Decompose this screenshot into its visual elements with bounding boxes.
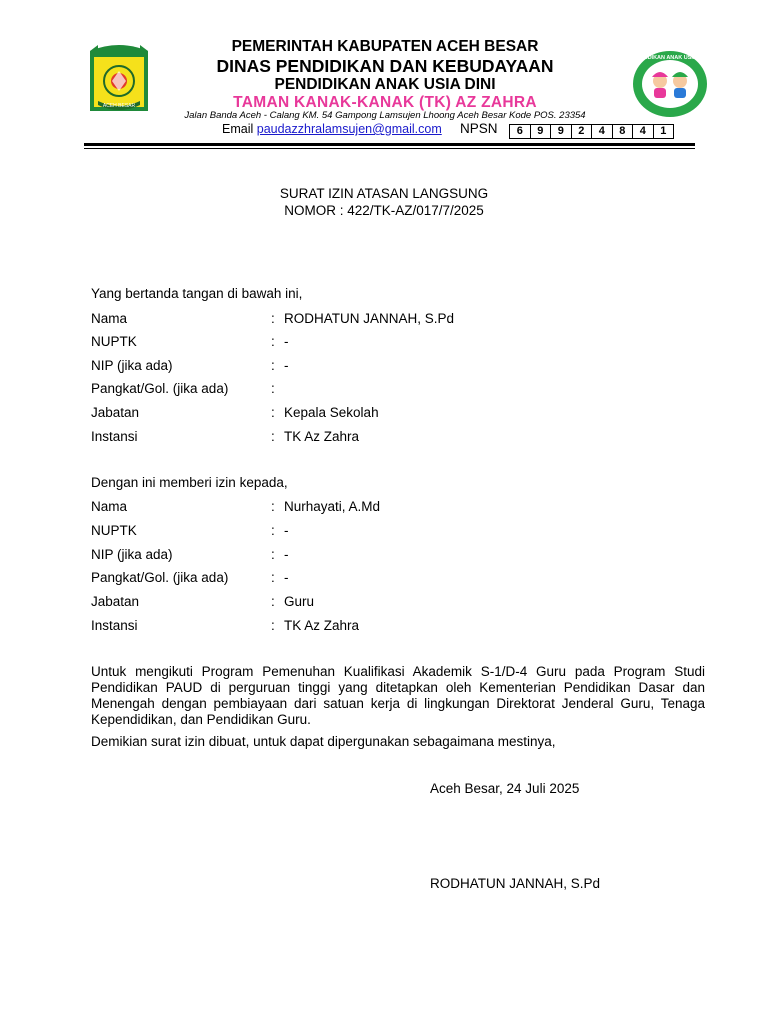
colon: : [271,570,275,585]
colon: : [271,429,275,444]
npsn-digit: 4 [633,125,654,138]
letter-title: SURAT IZIN ATASAN LANGSUNG [279,186,489,201]
colon: : [271,499,275,514]
signer-position-value: Kepala Sekolah [284,405,379,420]
email-label: Email [222,122,254,136]
recipient-name-label: Nama [91,499,128,514]
recipient-rank-label: Pangkat/Gol. (jika ada) [91,570,229,585]
signer-nip-label: NIP (jika ada) [91,358,173,373]
npsn-label: NPSN [460,121,498,136]
recipient-intro: Dengan ini memberi izin kepada, [91,475,288,490]
letterhead-department: DINAS PENDIDIKAN DAN KEBUDAYAAN [216,56,554,76]
recipient-nip-value: - [284,547,289,562]
letterhead-division: PENDIDIKAN ANAK USIA DINI [274,76,496,93]
letter-number: NOMOR : 422/TK-AZ/017/7/2025 [284,203,484,218]
recipient-institution-label: Instansi [91,618,138,633]
signer-name-label: Nama [91,311,128,326]
recipient-nip-label: NIP (jika ada) [91,547,173,562]
colon: : [271,334,275,349]
npsn-digit: 4 [592,125,613,138]
signer-position-label: Jabatan [91,405,140,420]
signer-intro: Yang bertanda tangan di bawah ini, [91,286,303,301]
colon: : [271,547,275,562]
colon: : [271,311,275,326]
colon: : [271,405,275,420]
paud-logo-ring-text: PENDIDIKAN ANAK USIA DINI [630,55,710,61]
letterhead-email [222,122,442,136]
signature-name: RODHATUN JANNAH, S.Pd [430,876,601,891]
npsn-digit: 1 [660,125,667,137]
signer-nip-value: - [284,358,289,373]
colon: : [271,594,275,609]
letterhead-government: PEMERINTAH KABUPATEN ACEH BESAR [231,38,539,55]
colon: : [271,358,275,373]
email-link[interactable]: paudazzhralamsujen@gmail.com [256,122,442,136]
npsn-digit: 9 [531,125,552,138]
npsn-digit: 6 [510,125,531,138]
colon: : [271,618,275,633]
npsn-digit: 9 [551,125,572,138]
emblem-ribbon-text: ACEH BESAR [102,103,136,109]
signer-name-value: RODHATUN JANNAH, S.Pd [284,311,455,326]
signer-rank-label: Pangkat/Gol. (jika ada) [91,381,229,396]
signer-institution-value: TK Az Zahra [284,429,360,444]
letterhead-school-name: TAMAN KANAK-KANAK (TK) AZ ZAHRA [233,94,537,111]
signer-institution-label: Instansi [91,429,138,444]
colon: : [271,523,275,538]
signer-nuptk-value: - [284,334,289,349]
recipient-name-value: Nurhayati, A.Md [284,499,381,514]
letterhead-divider-thin [84,148,695,149]
letterhead-address: Jalan Banda Aceh - Calang KM. 54 Gampong Lamsujen Lhoong Aceh Besar Kode POS. 23354 [184,110,586,121]
npsn-digit-boxes [509,124,674,139]
npsn-digit: 8 [613,125,634,138]
paud-az-zahra-logo [630,49,710,119]
aceh-besar-emblem-logo [84,41,154,115]
recipient-rank-value: - [284,570,289,585]
recipient-position-value: Guru [284,594,315,609]
signer-nuptk-label: NUPTK [91,334,137,349]
recipient-nuptk-label: NUPTK [91,523,137,538]
closing-sentence: Demikian surat izin dibuat, untuk dapat dipergunakan sebagaimana mestinya, [91,734,556,749]
recipient-position-label: Jabatan [91,594,140,609]
place-date: Aceh Besar, 24 Juli 2025 [430,781,580,796]
colon: : [271,381,275,396]
recipient-institution-value: TK Az Zahra [284,618,360,633]
npsn-digit: 2 [572,125,593,138]
letterhead-divider-thick [84,143,695,146]
body-paragraph: Untuk mengikuti Program Pemenuhan Kualifikasi Akademik S-1/D-4 Guru pada Program Studi Pendidikan PAUD di perguruan tinggi yang ditetapkan oleh Kementerian Pendidikan Dasar dan Menengah dengan pembiayaan dari satuan kerja di lingkungan Direktorat Jenderal Guru, Tenaga Kependidikan, dan Pendidikan Guru. [91,664,705,727]
recipient-nuptk-value: - [284,523,289,538]
